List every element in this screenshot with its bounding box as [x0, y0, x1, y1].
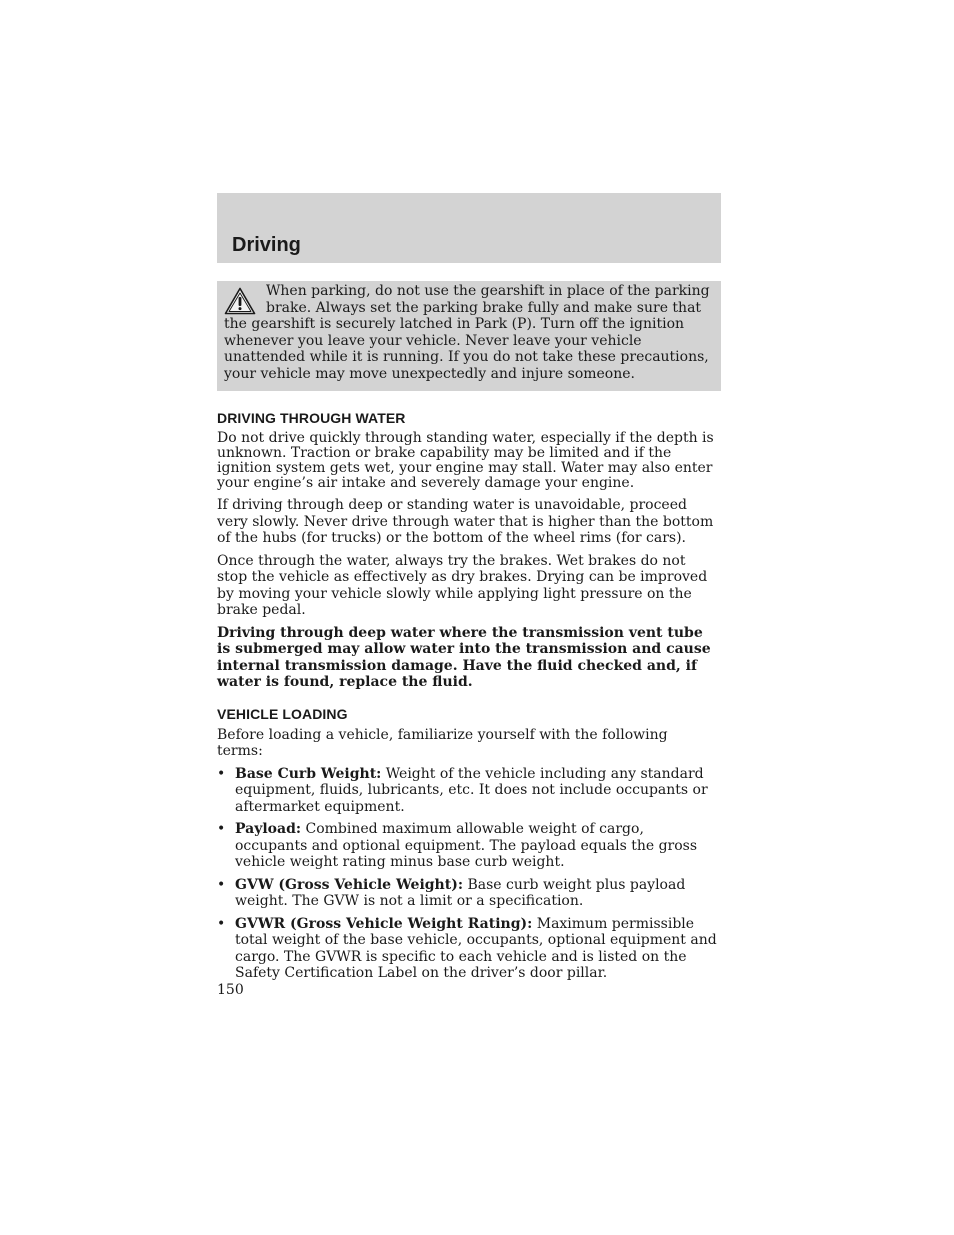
list-item [217, 916, 717, 982]
list-item [217, 766, 717, 816]
loading-intro: Before loading a vehicle, familiarize yourself with the following terms: [217, 726, 668, 759]
heading-driving-through-water: DRIVING THROUGH WATER [217, 410, 406, 426]
main-content [217, 409, 717, 988]
term-description: Weight of the vehicle including any standard equipment, fluids, lubricants, etc. It does not include occupants or aftermarket equipment. [235, 765, 708, 815]
term-description: Combined maximum allowable weight of cargo, occupants and optional equipment. The payload equals the gross vehicle weight rating minus base curb weight. [235, 821, 698, 870]
section-spacer [217, 697, 717, 705]
bullet: • [217, 821, 226, 837]
term-label: Base Curb Weight: [235, 765, 382, 782]
warning-text: When parking, do not use the gearshift in place of the parking brake. Always set the parking brake fully and make sure that the gearshift is securely latched in Park (P). Turn off the ignition whenever you leave your vehicle. Never leave your vehicle unattended while it is running. If you do not take these precautions, your vehicle may move unexpectedly and injure someone. [224, 283, 710, 382]
water-caution-paragraph: Driving through deep water where the transmission vent tube is submerged may allow water into the transmission and cause internal transmission damage. Have the fluid checked and, if water is found, replace the fluid. [217, 624, 711, 690]
water-paragraph-3: Once through the water, always try the brakes. Wet brakes do not stop the vehicle as effectively as dry brakes. Drying can be improved by moving your vehicle slowly while applying light pressure on the brake pedal. [217, 552, 708, 618]
list-item [217, 821, 717, 871]
section-header-bar [217, 193, 721, 263]
water-paragraph-1: Do not drive quickly through standing water, especially if the depth is unknown. Traction or brake capability may be limited and if the ignition system gets wet, your engine may stall. Water may also enter your engine’s air intake and severely damage your engine. [217, 430, 714, 491]
bullet: • [217, 876, 226, 893]
term-label: GVW (Gross Vehicle Weight): [235, 876, 463, 893]
list-item [217, 877, 717, 910]
page-number: 150 [217, 982, 244, 998]
loading-terms-list [217, 766, 717, 982]
term-label: Payload: [235, 821, 302, 837]
bullet: • [217, 765, 226, 782]
heading-vehicle-loading: VEHICLE LOADING [217, 705, 348, 722]
bullet: • [217, 915, 226, 932]
water-paragraph-2: If driving through deep or standing water is unavoidable, proceed very slowly. Never drive through water that is higher than the bottom of the hubs (for trucks) or the bottom of the wheel rims (for cars). [217, 497, 714, 546]
warning-box [217, 281, 721, 391]
term-description: Maximum permissible total weight of the base vehicle, occupants, optional equipment and cargo. The GVWR is specific to each vehicle and is listed on the Safety Certification Label on the driver’s door pillar. [235, 915, 717, 981]
term-label: GVWR (Gross Vehicle Weight Rating): [235, 915, 533, 932]
term-description: Base curb weight plus payload weight. The GVW is not a limit or a specification. [235, 876, 686, 909]
section-title: Driving [232, 234, 301, 256]
